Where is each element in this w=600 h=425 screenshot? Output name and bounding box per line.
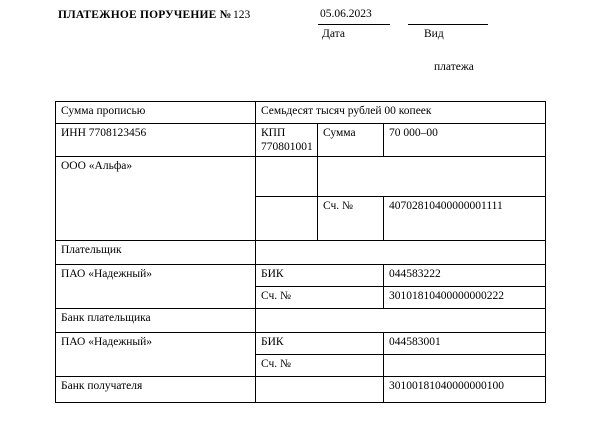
date-label: Дата [322, 28, 345, 40]
table-row-payer-caption [56, 241, 546, 265]
payer-bank-bik-label: БИК [256, 265, 384, 287]
recv-bank-name-cell [56, 333, 256, 377]
recv-bank-bik-value: 044583001 [384, 333, 546, 355]
document-date-value: 05.06.2023 [320, 8, 372, 20]
recv-bank-name-value: ПАО «Надежный» [61, 336, 153, 349]
payment-order-table [55, 101, 546, 403]
date-underline [318, 24, 390, 25]
payer-bank-caption: Банк плательщика [56, 309, 256, 333]
payer-name-cell [56, 157, 256, 241]
sum-in-words-value: Семьдесят тысяч рублей 00 копеек [256, 102, 546, 124]
table-row-payer-bank-caption [56, 309, 546, 333]
payer-account-label: Сч. № [318, 197, 384, 241]
payer-kpp-value: 770801001 [261, 140, 313, 153]
payer-bank-account-label: Сч. № [256, 287, 384, 309]
table-row-payer-bank-bik [56, 265, 546, 287]
payer-inn-value: ИНН 7708123456 [56, 124, 256, 157]
recv-bank-account-empty [384, 355, 546, 377]
payment-kind-underline [408, 24, 488, 25]
table-row-recv-bank-bik [56, 333, 546, 355]
payment-kind-label: Вид [424, 28, 444, 40]
payer-account-value: 40702810400000001111 [384, 197, 546, 241]
payer-bank-account-value: 30101810400000000222 [384, 287, 546, 309]
payment-kind-label-second-line: платежа [434, 61, 474, 73]
recv-bank-account-value: 30100181040000000100 [384, 377, 546, 403]
table-row-sum-in-words [56, 102, 546, 124]
payer-name-value: ООО «Альфа» [61, 160, 133, 173]
sum-label: Сумма [318, 124, 384, 157]
payer-bank-caption-spacer [256, 309, 546, 333]
payer-caption: Плательщик [56, 241, 256, 265]
document-number: 123 [233, 9, 251, 21]
sum-value: 70 000–00 [384, 124, 546, 157]
table-row-recv-bank-caption [56, 377, 546, 403]
payer-bank-name-cell [56, 265, 256, 309]
recv-bank-account-label: Сч. № [256, 355, 384, 377]
recv-bank-caption: Банк получателя [56, 377, 256, 403]
sum-spacer-cell [318, 157, 546, 197]
kpp-spacer-cell-2 [256, 197, 318, 241]
table-row-inn-kpp-sum [56, 124, 546, 157]
table-row-payer-name [56, 157, 546, 197]
payer-kpp-label: КПП [261, 127, 286, 139]
document-title: ПЛАТЕЖНОЕ ПОРУЧЕНИЕ № [58, 9, 232, 21]
payer-bank-name-value: ПАО «Надежный» [61, 268, 153, 281]
kpp-spacer-cell [256, 157, 318, 197]
payer-kpp-cell [256, 124, 318, 157]
sum-in-words-label: Сумма прописью [56, 102, 256, 124]
recv-bank-caption-spacer [256, 377, 384, 403]
payer-bank-bik-value: 044583222 [384, 265, 546, 287]
recv-bank-bik-label: БИК [256, 333, 384, 355]
payer-caption-spacer [256, 241, 546, 265]
